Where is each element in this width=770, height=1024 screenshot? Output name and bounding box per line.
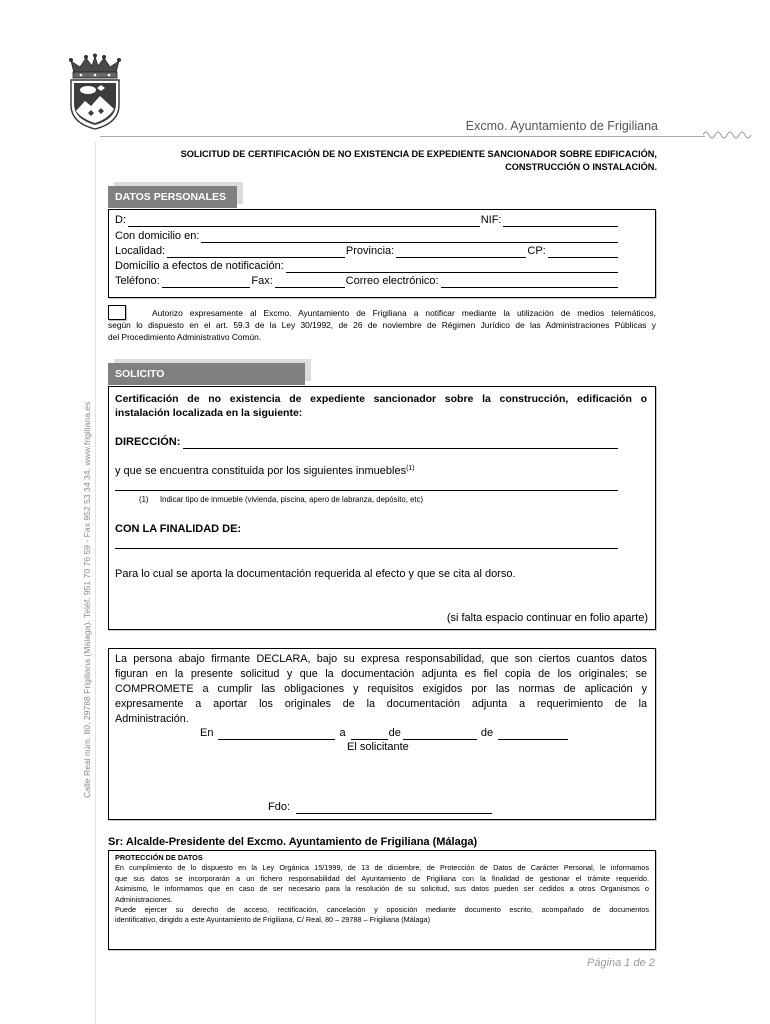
locality-row bbox=[115, 244, 619, 258]
fdo-label: Fdo: bbox=[268, 801, 291, 813]
domicilio-field[interactable] bbox=[201, 232, 618, 243]
data-protection-line: Administraciones. bbox=[115, 894, 173, 904]
direccion-row bbox=[115, 435, 619, 449]
personal-data-box bbox=[108, 209, 656, 298]
name-field[interactable] bbox=[128, 216, 480, 227]
signature-field[interactable] bbox=[296, 803, 492, 814]
data-protection-line: En cumplimiento de lo dispuesto en la Ley Orgánica 15/1999, de 13 de diciembre, de Protección de Datos de Carácter Personal, le informamos bbox=[115, 863, 649, 873]
en-label: En bbox=[200, 727, 214, 739]
nif-field[interactable] bbox=[503, 216, 618, 227]
declaration-line: COMPROMETE a cumplir las obligaciones y requisitos exigidos por las normas de aplicación y bbox=[115, 682, 647, 695]
telefono-label: Teléfono: bbox=[115, 275, 160, 287]
margin-divider bbox=[95, 142, 96, 1024]
cp-label: CP: bbox=[527, 245, 546, 257]
declaration-text bbox=[115, 652, 647, 727]
data-protection-line: Asimismo, le informamos que en caso de ser necesario para la resolución de su solicitud, sus datos pueden ser cedidos a otros Organismos o bbox=[115, 884, 649, 894]
de-label-2: de bbox=[480, 727, 494, 739]
notificacion-label: Domicilio a efectos de notificación: bbox=[115, 260, 284, 272]
signature-row bbox=[268, 800, 493, 814]
place-field[interactable] bbox=[218, 729, 335, 740]
notificacion-field[interactable] bbox=[286, 262, 618, 273]
footnote-number: (1) bbox=[139, 495, 149, 504]
request-box bbox=[108, 386, 656, 630]
institution-name: Excmo. Ayuntamiento de Frigiliana bbox=[465, 119, 658, 133]
footnote-text: Indicar tipo de inmueble (vivienda, piscina, apero de labranza, depósito, etc) bbox=[160, 495, 424, 504]
provincia-field[interactable] bbox=[396, 247, 526, 258]
address-row bbox=[115, 229, 619, 243]
request-intro bbox=[115, 392, 647, 420]
cp-field[interactable] bbox=[548, 247, 618, 258]
finalidad-label: CON LA FINALIDAD DE: bbox=[115, 523, 242, 535]
title-line-1: SOLICITUD DE CERTIFICACIÓN DE NO EXISTENCIA DE EXPEDIENTE SANCIONADOR SOBRE EDIFICACIÓN, bbox=[180, 149, 657, 159]
request-intro-line: instalación localizada en la siguiente: bbox=[115, 407, 303, 419]
fax-label: Fax: bbox=[251, 275, 273, 287]
localidad-field[interactable] bbox=[167, 247, 345, 258]
correo-label: Correo electrónico: bbox=[345, 275, 439, 287]
inmuebles-label bbox=[115, 464, 415, 478]
document-title bbox=[108, 148, 657, 174]
year-field[interactable] bbox=[498, 729, 568, 740]
data-protection-line: que sus datos se incorporarán a un fichero responsabilidad del Ayuntamiento de Frigiliana con la finalidad de gestionar el trámite requerido. bbox=[115, 873, 649, 883]
applicant-label: El solicitante bbox=[347, 741, 409, 753]
nif-label: NIF: bbox=[480, 214, 502, 226]
footnote-marker: (1) bbox=[406, 465, 415, 472]
day-field[interactable] bbox=[351, 729, 388, 740]
data-protection-line: identificativo, dirigido a este Ayuntamiento de Frigiliana, C/ Real, 80 – 29788 – Frigiliana (Málaga) bbox=[115, 915, 431, 925]
consent-line: del Procedimiento Administrativo Común. bbox=[108, 332, 262, 342]
section-heading-personal: DATOS PERSONALES bbox=[108, 186, 237, 208]
declaration-line: figuran en la presente solicitud y que la documentación adjunta es fiel copia de los originales; se bbox=[115, 667, 647, 680]
data-protection-line: Puede ejercer su derecho de acceso, rectificación, cancelación y oposición mediante documento escrito, acompañado de documentos bbox=[115, 904, 649, 914]
de-label-1: de bbox=[388, 727, 401, 739]
name-row bbox=[115, 213, 619, 227]
coat-of-arms-icon bbox=[66, 53, 124, 130]
addressee: Sr: Alcalde-Presidente del Excmo. Ayuntamiento de Frigiliana (Málaga) bbox=[108, 836, 478, 848]
title-line-2: CONSTRUCCIÓN O INSTALACIÓN. bbox=[505, 162, 657, 172]
place-date-row bbox=[200, 726, 569, 740]
extra-space-note: (si falta espacio continuar en folio aparte) bbox=[446, 612, 648, 624]
consent-line: Autorizo expresamente al Excmo. Ayuntamiento de Frigiliana a notificar mediante la utilización de medios telemáticos, bbox=[152, 308, 656, 318]
section-heading-request: SOLICITO bbox=[108, 363, 305, 385]
consent-text bbox=[108, 307, 656, 343]
data-protection-text bbox=[115, 853, 649, 926]
header-divider bbox=[100, 136, 705, 137]
month-field[interactable] bbox=[403, 729, 477, 740]
finalidad-field[interactable] bbox=[115, 548, 618, 549]
inmuebles-text: y que se encuentra constituida por los siguientes inmuebles bbox=[115, 465, 407, 477]
inmuebles-field[interactable] bbox=[115, 490, 618, 491]
provincia-label: Provincia: bbox=[345, 245, 395, 257]
data-protection-box bbox=[108, 850, 656, 950]
declaration-line: La persona abajo firmante DECLARA, bajo su expresa responsabilidad, que son ciertos cuantos datos bbox=[115, 652, 647, 665]
data-protection-heading: PROTECCIÓN DE DATOS bbox=[115, 853, 203, 862]
side-address: Calle Real núm. 80, 29788 Frigiliana (Málaga). Teléf. 951 70 76 59 - Fax 952 53 34 34. www.frigiliana.es bbox=[82, 401, 92, 798]
a-label: a bbox=[339, 727, 346, 739]
notification-row bbox=[115, 259, 619, 273]
wave-ornament-icon bbox=[703, 127, 753, 139]
correo-field[interactable] bbox=[441, 277, 618, 288]
declaration-line: expresamente a aportar los originales de la documentación adjunta a requerimiento de la bbox=[115, 697, 647, 710]
declaration-line: Administración. bbox=[115, 712, 189, 725]
d-label: D: bbox=[115, 214, 126, 226]
fax-field[interactable] bbox=[275, 277, 345, 288]
documentation-note: Para lo cual se aporta la documentación requerida al efecto y que se cita al dorso. bbox=[115, 568, 516, 580]
request-intro-line: Certificación de no existencia de expediente sancionador sobre la construcción, edificación o bbox=[115, 393, 647, 405]
direccion-label: DIRECCIÓN: bbox=[115, 436, 181, 448]
telefono-field[interactable] bbox=[162, 277, 251, 288]
declaration-box bbox=[108, 648, 656, 820]
contact-row bbox=[115, 274, 619, 288]
consent-line: según lo dispuesto en el art. 59.3 de la Ley 30/1992, de 26 de noviembre de Régimen Jurídico de las Administraciones Públicas y bbox=[108, 320, 656, 330]
localidad-label: Localidad: bbox=[115, 245, 166, 257]
domicilio-label: Con domicilio en: bbox=[115, 230, 200, 242]
page-number: Página 1 de 2 bbox=[587, 957, 655, 969]
direccion-field[interactable] bbox=[183, 438, 618, 449]
